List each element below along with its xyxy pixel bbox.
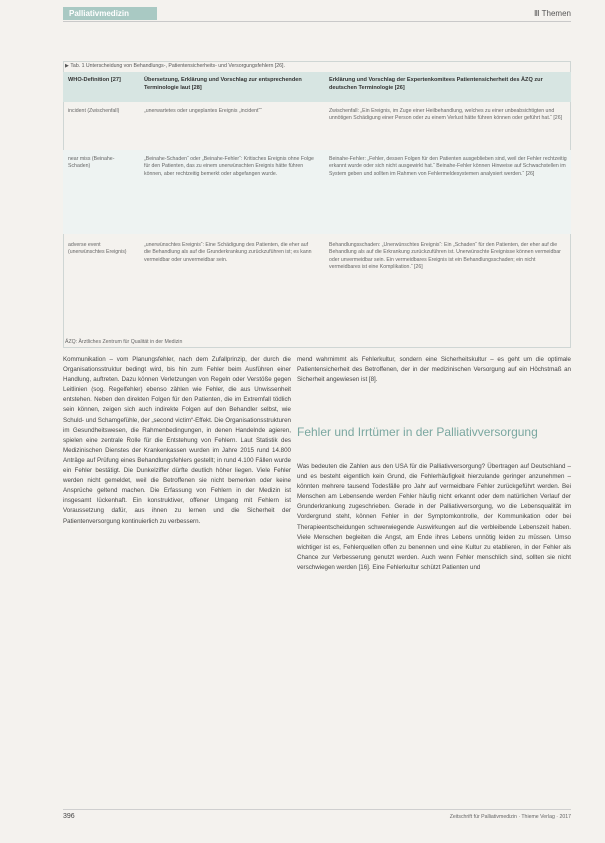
section-tab: Palliativmedizin: [63, 7, 157, 20]
footer-rule: [63, 809, 571, 810]
table-cell: „Beinahe-Schaden“ oder „Beinahe-Fehler“: Kritisches Ereignis ohne Folge für den Patienten, das zu einem unerwünschten Ereignis hätte führen können, aber rechtzeitig bemerkt oder abgefangen wurde.: [144, 156, 314, 177]
body-column-left: Kommunikation – vom Planungsfehler, nach dem Zufallprinzip, der durch die Organisationsstruktur bedingt wird, bis hin zum Fehler beim Ausführen einer Handlung, auftreten. Dazu können Verletzungen von Regeln oder Verstöße gegen Leitlinien (sog. Regelfehler) ebenso zählen wie Fehler, die aus Unwissenheit entstehen. Neben den direkten Folgen für den Patienten, die im Extremfall tödlich sein können, zeigen sich auch indirekte Folgen auf den Behandler selbst, wie Schuld- und Schamgefühle, der „second victim“-Effekt. Die Organisationsstrukturen im Gesundheitswesen, die Rahmenbedingungen, in denen Handelnde agieren, spielen eine zentrale Rolle für die Entstehung von Fehlern. Laut Statistik des Medizinischen Dienstes der Krankenkassen wurden im Jahre 2015 rund 14.800 Anträge auf Prüfung eines Behandlungsfehlers gestellt; in rund 4.100 Fällen wurde ein Fehler bestätigt. Die Dunkelziffer dürfte deutlich höher liegen. Viele Fehler werden nicht gemeldet, weil die Betroffenen sie nicht bemerken oder keine Ansprüche geltend machen. Die Erfassung von Fehlern in der Medizin ist insgesamt lückenhaft. Ein konstruktiver, offener Umgang mit Fehlern ist Voraussetzung dafür, aus ihnen zu lernen und die Sicherheit der Patientenversorgung kontinuierlich zu verbessern.: [63, 356, 291, 525]
body-column-right: Was bedeuten die Zahlen aus den USA für die Palliativversorgung? Übertragen auf Deutschland – und es besteht eigentlich kein Grund, die Fehlerhäufigkeit hierzulande geringer anzunehmen – könnten mehrere tausend Todesfälle pro Jahr auf vermeidbare Fehler zurückgeführt werden. Bei Menschen am Lebensende werden Fehler häufig nicht erkannt oder dem natürlichen Verlauf der Grunderkrankung zugeschrieben. Gerade in der Palliativversorgung, wo die Lebensqualität im Vordergrund steht, können Fehler in der Symptomkontrolle, der Kommunikation oder bei Therapieentscheidungen schwerwiegende Auswirkungen auf die verbleibende Lebenszeit haben. Viele Menschen begleiten die Angst, am Ende ihres Lebens unnötig leiden zu müssen. Umso wichtiger ist es, Fehlerquellen offen zu benennen und eine Kultur zu etablieren, in der Fehler als Chance zur Verbesserung genutzt werden. Auch wenn Fehler menschlich sind, sollten sie nicht verschwiegen werden [16]. Eine Fehlerkultur schützt Patienten und: [297, 463, 571, 571]
page-number: 396: [63, 813, 75, 820]
body-column-right-top: mend wahrnimmt als Fehlerkultur, sondern eine Sicherheitskultur – es geht um die optimale Patientensicherheit des Betroffenen, der in der medizinischen Versorgung auf ein Höchstmaß an Sicherheit angewiesen ist [8].: [297, 356, 571, 384]
table-caption: ▶ Tab. 1 Unterscheidung von Behandlungs-, Patientensicherheits- und Versorgungsfehlern [26].: [65, 63, 285, 69]
table-cell: Zwischenfall: „Ein Ereignis, im Zuge einer Heilbehandlung, welches zu einer unbeabsichtigten und unnötigen Schädigung einer Person oder zu einem Verlust hätte führen können oder geführt hat.“ [26]: [329, 108, 563, 122]
section-heading: Fehler und Irrtümer in der Palliativversorgung: [297, 425, 538, 439]
footer-reference: Zeitschrift für Palliativmedizin · Thieme Verlag · 2017: [449, 814, 571, 820]
table-cell: near miss (Beinahe-Schaden): [68, 156, 115, 170]
table-header-cell: Erklärung und Vorschlag der Expertenkomitees Patientensicherheit des ÄZQ zur deutschen Terminologie [26]: [329, 77, 543, 91]
table-cell: Beinahe-Fehler: „Fehler, dessen Folgen für den Patienten ausgeblieben sind, weil der Fehler rechtzeitig erkannt wurde oder sich nicht ausgewirkt hat.“ Beinahe-Fehler können Hinweise auf Schwachstellen im System geben und sollten im Rahmen von Fehlermeldesystemen analysiert werden.“ [26]: [329, 156, 567, 177]
table-cell: incident (Zwischenfall): [68, 108, 120, 114]
running-header: Ⅲ Themen: [534, 9, 571, 18]
table-cell: „unerwartetes oder ungeplantes Ereignis „incident““: [144, 108, 262, 114]
table-cell: „unerwünschtes Ereignis“: Eine Schädigung des Patienten, die eher auf die Behandlung als auf die Grunderkrankung zurückzuführen ist; es kann vermeidbar oder unvermeidbar sein.: [144, 242, 312, 263]
table-header-cell: WHO-Definition [27]: [68, 77, 121, 83]
table-cell: Behandlungsschaden: „Unerwünschtes Ereignis“: Ein „Schaden“ für den Patienten, der eher auf die Behandlung als auf die Erkrankung zurückzuführen ist. Unerwünschte Ereignisse können vermeidbar oder unvermeidbar sein. Ein vermeidbares Ereignis ist ein Behandlungsschaden; ein nicht vermeidbares ist eine Komplikation.“ [26]: [329, 242, 561, 271]
header-rule: [63, 21, 571, 22]
table-cell: adverse event (unerwünschtes Ereignis): [68, 242, 127, 256]
table-header-cell: Übersetzung, Erklärung und Vorschlag zur entsprechenden Terminologie laut [28]: [144, 77, 302, 91]
table-footnote: ÄZQ: Ärztliches Zentrum für Qualität in der Medizin: [65, 339, 183, 345]
